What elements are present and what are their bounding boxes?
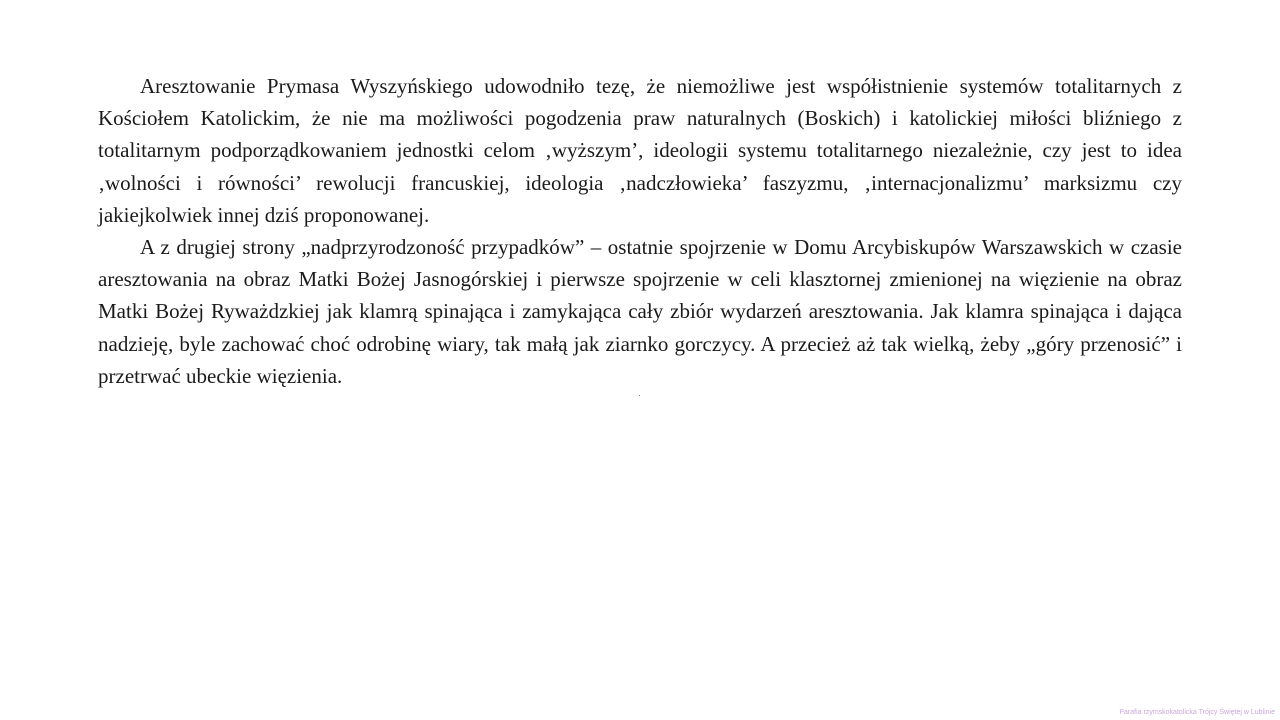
body-text [98, 70, 1182, 392]
footer-watermark: Parafia rzymskokatolicka Trójcy Świętej w Lublinie [1119, 709, 1275, 716]
stray-dot [639, 395, 640, 396]
paragraph-2: A z drugiej strony „nadprzyrodzoność przypadków” – ostatnie spojrzenie w Domu Arcybiskupów Warszawskich w czasie aresztowania na obraz Matki Bożej Jasnogórskiej i pierwsze spojrzenie w celi klasztornej zmienionej na więzienie na obraz Matki Bożej Ryważdzkiej jak klamrą spinająca i zamykająca cały zbiór wydarzeń aresztowania. Jak klamra spinająca i dająca nadzieję, byle zachować choć odrobinę wiary, tak małą jak ziarnko gorczycy. A przecież aż tak wielką, żeby „góry przenosić” i przetrwać ubeckie więzienia. [98, 235, 1182, 388]
paragraph-1: Aresztowanie Prymasa Wyszyńskiego udowodniło tezę, że niemożliwe jest współistnienie systemów totalitarnych z Kościołem Katolickim, że nie ma możliwości pogodzenia praw naturalnych (Boskich) i katolickiej miłości bliźniego z totalitarnym podporządkowaniem jednostki celom ‚wyższym’, ideologii systemu totalitarnego niezależnie, czy jest to idea ‚wolności i równości’ rewolucji francuskiej, ideologia ‚nadczłowieka’ faszyzmu, ‚internacjonalizmu’ marksizmu czy jakiejkolwiek innej dziś proponowanej. [98, 74, 1182, 227]
